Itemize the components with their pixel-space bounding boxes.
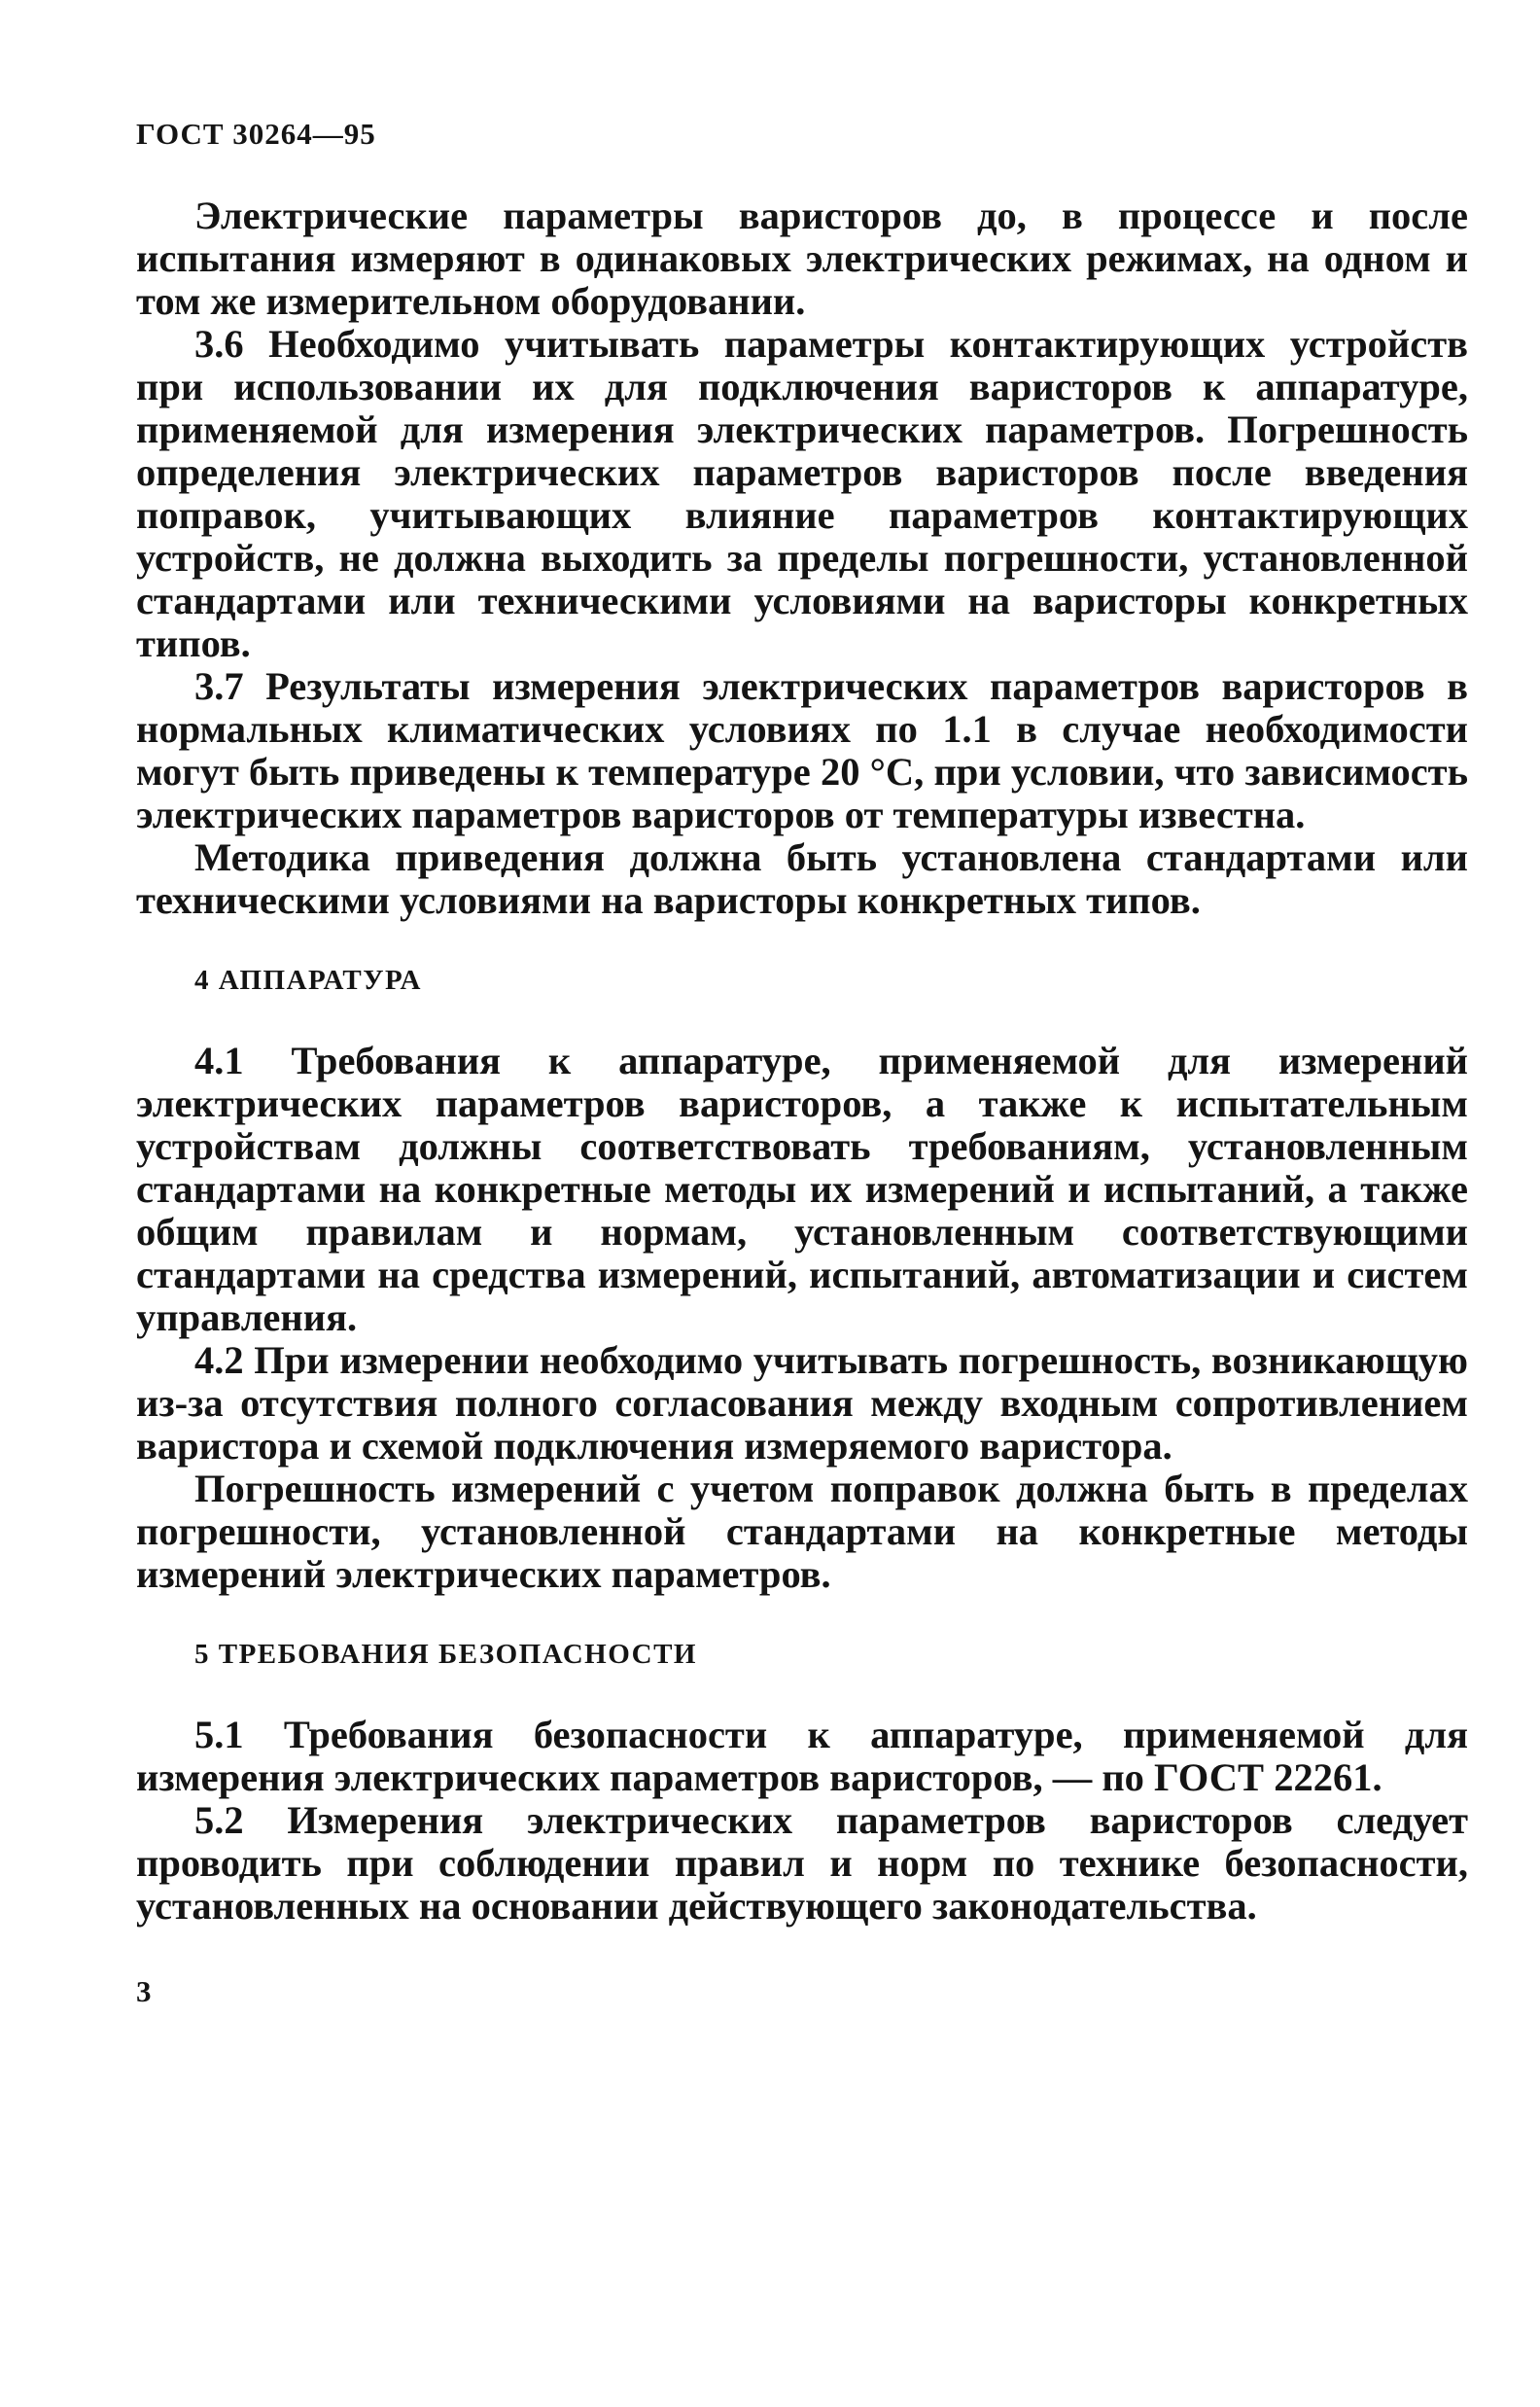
paragraph-3-7: 3.7 Результаты измерения электрических параметров варисторов в нормальных климатических условиях по 1.1 в случае необходимости могут быть приведены к температуре 20 °C, при условии, что зависимость электрических параметров варисторов от температуры известна.: [136, 664, 1468, 836]
section-4-title: 4 АППАРАТУРА: [194, 965, 422, 996]
paragraph-5-2: 5.2 Измерения электрических параметров варисторов следует проводить при соблюдении правил и норм по технике безопасности, установленных на основании действующего законодательства.: [136, 1798, 1468, 1928]
section-5-title: 5 ТРЕБОВАНИЯ БЕЗОПАСНОСТИ: [194, 1639, 697, 1670]
paragraph-4-1: 4.1 Требования к аппаратуре, применяемой для измерений электрических параметров варисторов, а также к испытательным устройствам должны соответствовать требованиям, установленным стандартами на конкретные методы их измерений и испытаний, а также общим правилам и нормам, установленным соответствующими стандартами на средства измерений, испытаний, автоматизации и систем управления.: [136, 1039, 1468, 1339]
paragraph-5-1: 5.1 Требования безопасности к аппаратуре, применяемой для измерения электрических параметров варисторов, — по ГОСТ 22261.: [136, 1713, 1468, 1799]
document-page: [136, 117, 1468, 2009]
paragraph-4-2: 4.2 При измерении необходимо учитывать погрешность, возникающую из-за отсутствия полного согласования между входным сопротивлением варистора и схемой подключения измеряемого варистора.: [136, 1338, 1468, 1468]
paragraph: Электрические параметры варисторов до, в процессе и после испытания измеряют в одинаковых электрических режимах, на одном и том же измерительном оборудовании.: [136, 194, 1468, 323]
paragraph-3-6: 3.6 Необходимо учитывать параметры контактирующих устройств при использовании их для подключения варисторов к аппаратуре, применяемой для измерения электрических параметров. Погрешность определения электрических параметров варисторов после введения поправок, учитывающих влияние параметров контактирующих устройств, не должна выходить за пределы погрешности, установленной стандартами или техническими условиями на варисторы конкретных типов.: [136, 322, 1468, 665]
document-header: ГОСТ 30264—95: [136, 117, 376, 151]
paragraph: Погрешность измерений с учетом поправок должна быть в пределах погрешности, установленной стандартами на конкретные методы измерений электрических параметров.: [136, 1467, 1468, 1596]
paragraph: Методика приведения должна быть установлена стандартами или техническими условиями на варисторы конкретных типов.: [136, 835, 1468, 922]
page-number: 3: [136, 1974, 152, 2008]
